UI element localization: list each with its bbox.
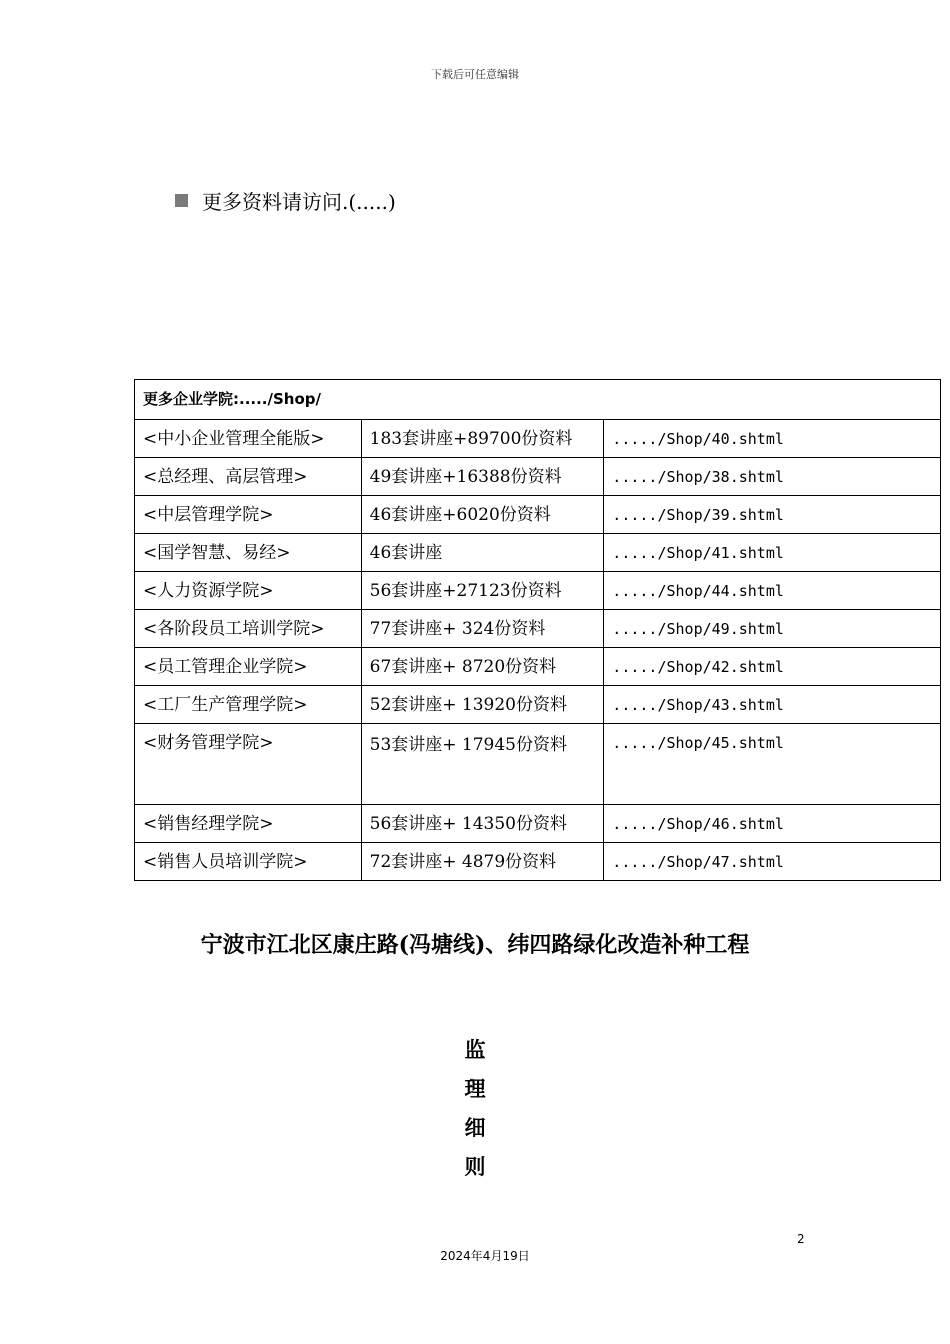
more-info-line <box>175 186 396 215</box>
table-row <box>135 648 941 686</box>
course-link[interactable]: ...../Shop/38.shtml <box>604 458 941 496</box>
course-name: <销售人员培训学院> <box>135 843 362 881</box>
course-link[interactable]: ...../Shop/44.shtml <box>604 572 941 610</box>
course-content: 53套讲座+ 17945份资料 <box>361 724 604 805</box>
course-content: 67套讲座+ 8720份资料 <box>361 648 604 686</box>
course-table <box>134 379 941 881</box>
vertical-subtitle <box>455 1030 495 1186</box>
course-name: <销售经理学院> <box>135 805 362 843</box>
table-row <box>135 724 941 805</box>
course-link[interactable]: ...../Shop/42.shtml <box>604 648 941 686</box>
table-header: 更多企业学院:...../Shop/ <box>135 380 941 420</box>
course-name: <中小企业管理全能版> <box>135 420 362 458</box>
course-name: <人力资源学院> <box>135 572 362 610</box>
course-content: 56套讲座+27123份资料 <box>361 572 604 610</box>
course-content: 72套讲座+ 4879份资料 <box>361 843 604 881</box>
table-row <box>135 686 941 724</box>
table-row <box>135 572 941 610</box>
course-name: <中层管理学院> <box>135 496 362 534</box>
subtitle-char: 细 <box>464 1115 486 1140</box>
course-link[interactable]: ...../Shop/45.shtml <box>604 724 941 805</box>
course-name: <国学智慧、易经> <box>135 534 362 572</box>
table-row <box>135 420 941 458</box>
course-link[interactable]: ...../Shop/43.shtml <box>604 686 941 724</box>
course-content: 77套讲座+ 324份资料 <box>361 610 604 648</box>
table-row <box>135 458 941 496</box>
course-link[interactable]: ...../Shop/49.shtml <box>604 610 941 648</box>
course-link[interactable]: ...../Shop/40.shtml <box>604 420 941 458</box>
table-header-row <box>135 380 941 420</box>
table-row <box>135 805 941 843</box>
more-info-text: 更多资料请访问.(.....) <box>202 190 396 214</box>
course-content: 46套讲座 <box>361 534 604 572</box>
course-name: <各阶段员工培训学院> <box>135 610 362 648</box>
subtitle-char: 监 <box>464 1037 486 1062</box>
course-content: 49套讲座+16388份资料 <box>361 458 604 496</box>
course-name: <财务管理学院> <box>135 724 362 805</box>
header-note: 下载后可任意编辑 <box>431 68 519 81</box>
table-row <box>135 843 941 881</box>
course-link[interactable]: ...../Shop/46.shtml <box>604 805 941 843</box>
table-row <box>135 534 941 572</box>
course-name: <工厂生产管理学院> <box>135 686 362 724</box>
document-title: 宁波市江北区康庄路(冯塘线)、纬四路绿化改造补种工程 <box>200 932 750 958</box>
subtitle-char: 则 <box>464 1154 486 1179</box>
course-content: 56套讲座+ 14350份资料 <box>361 805 604 843</box>
course-content: 183套讲座+89700份资料 <box>361 420 604 458</box>
course-link[interactable]: ...../Shop/47.shtml <box>604 843 941 881</box>
square-bullet-icon <box>175 194 188 207</box>
course-link[interactable]: ...../Shop/41.shtml <box>604 534 941 572</box>
document-date: 2024年4月19日 <box>440 1249 530 1263</box>
table-row <box>135 496 941 534</box>
page-number: 2 <box>797 1232 805 1246</box>
subtitle-char: 理 <box>464 1076 486 1101</box>
course-name: <总经理、高层管理> <box>135 458 362 496</box>
course-link[interactable]: ...../Shop/39.shtml <box>604 496 941 534</box>
table-row <box>135 610 941 648</box>
course-content: 52套讲座+ 13920份资料 <box>361 686 604 724</box>
course-name: <员工管理企业学院> <box>135 648 362 686</box>
course-content: 46套讲座+6020份资料 <box>361 496 604 534</box>
